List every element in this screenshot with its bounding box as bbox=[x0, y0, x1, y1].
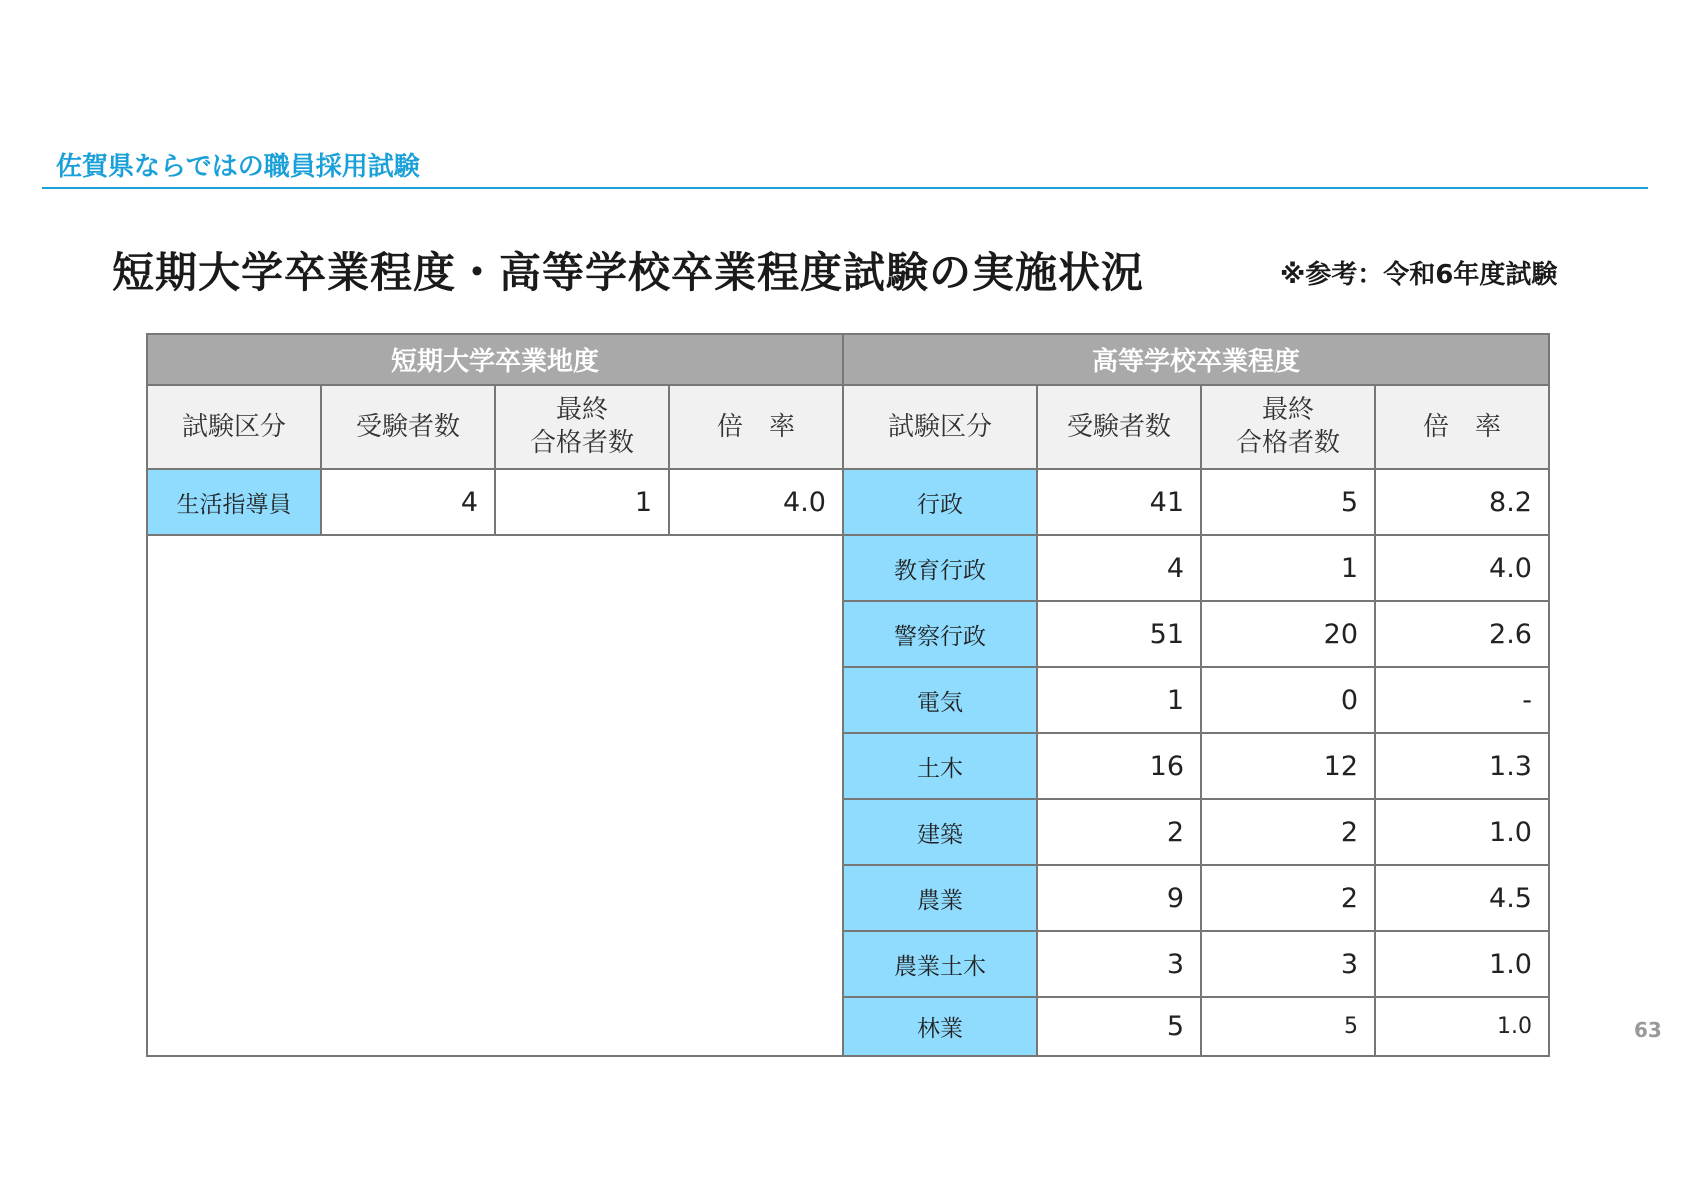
ratio-cell: 2.6 bbox=[1375, 601, 1549, 667]
applicants-cell: 41 bbox=[1037, 469, 1201, 535]
group-header-high-school: 高等学校卒業程度 bbox=[843, 334, 1549, 385]
applicants-cell: 4 bbox=[1037, 535, 1201, 601]
group-header-junior-college: 短期大学卒業地度 bbox=[147, 334, 843, 385]
table-row bbox=[147, 535, 1549, 601]
category-cell: 電気 bbox=[843, 667, 1037, 733]
ratio-cell: 8.2 bbox=[1375, 469, 1549, 535]
applicants-cell: 2 bbox=[1037, 799, 1201, 865]
passers-cell: 0 bbox=[1201, 667, 1375, 733]
passers-cell: 2 bbox=[1201, 865, 1375, 931]
passers-cell: 20 bbox=[1201, 601, 1375, 667]
col-header-category: 試験区分 bbox=[147, 385, 321, 469]
col-header-ratio: 倍 率 bbox=[1375, 385, 1549, 469]
passers-cell: 2 bbox=[1201, 799, 1375, 865]
col-header-passers-line1: 最終 bbox=[1261, 395, 1314, 425]
applicants-cell: 1 bbox=[1037, 667, 1201, 733]
ratio-cell: 1.0 bbox=[1375, 997, 1549, 1056]
col-header-category: 試験区分 bbox=[843, 385, 1037, 469]
applicants-cell: 4 bbox=[321, 469, 495, 535]
col-header-passers bbox=[495, 385, 669, 469]
ratio-cell: 1.3 bbox=[1375, 733, 1549, 799]
applicants-cell: 5 bbox=[1037, 997, 1201, 1056]
ratio-cell: 4.5 bbox=[1375, 865, 1549, 931]
passers-cell: 3 bbox=[1201, 931, 1375, 997]
category-cell: 土木 bbox=[843, 733, 1037, 799]
col-header-passers-line2: 合格者数 bbox=[1235, 428, 1340, 458]
passers-cell: 5 bbox=[1201, 997, 1375, 1056]
ratio-cell: 1.0 bbox=[1375, 931, 1549, 997]
category-cell: 建築 bbox=[843, 799, 1037, 865]
applicants-cell: 3 bbox=[1037, 931, 1201, 997]
category-cell: 警察行政 bbox=[843, 601, 1037, 667]
page-title: 短期大学卒業程度・高等学校卒業程度試験の実施状況 bbox=[112, 248, 1145, 297]
col-header-applicants: 受験者数 bbox=[321, 385, 495, 469]
ratio-cell: 4.0 bbox=[1375, 535, 1549, 601]
applicants-cell: 16 bbox=[1037, 733, 1201, 799]
ratio-cell: 4.0 bbox=[669, 469, 843, 535]
exam-results-table bbox=[146, 333, 1550, 1057]
page-number: 63 bbox=[1634, 1018, 1662, 1042]
reference-note: ※参考：令和6年度試験 bbox=[1280, 260, 1558, 290]
passers-cell: 5 bbox=[1201, 469, 1375, 535]
col-header-applicants: 受験者数 bbox=[1037, 385, 1201, 469]
col-header-passers bbox=[1201, 385, 1375, 469]
category-cell: 行政 bbox=[843, 469, 1037, 535]
category-cell: 生活指導員 bbox=[147, 469, 321, 535]
category-cell: 農業土木 bbox=[843, 931, 1037, 997]
category-cell: 林業 bbox=[843, 997, 1037, 1056]
ratio-cell: - bbox=[1375, 667, 1549, 733]
section-title: 佐賀県ならではの職員採用試験 bbox=[56, 152, 420, 182]
passers-cell: 12 bbox=[1201, 733, 1375, 799]
col-header-passers-line1: 最終 bbox=[555, 395, 608, 425]
empty-area bbox=[147, 535, 843, 1056]
passers-cell: 1 bbox=[495, 469, 669, 535]
header-rule bbox=[42, 187, 1648, 189]
category-cell: 農業 bbox=[843, 865, 1037, 931]
applicants-cell: 9 bbox=[1037, 865, 1201, 931]
passers-cell: 1 bbox=[1201, 535, 1375, 601]
col-header-ratio: 倍 率 bbox=[669, 385, 843, 469]
col-header-passers-line2: 合格者数 bbox=[529, 428, 634, 458]
category-cell: 教育行政 bbox=[843, 535, 1037, 601]
ratio-cell: 1.0 bbox=[1375, 799, 1549, 865]
applicants-cell: 51 bbox=[1037, 601, 1201, 667]
table-row bbox=[147, 469, 1549, 535]
